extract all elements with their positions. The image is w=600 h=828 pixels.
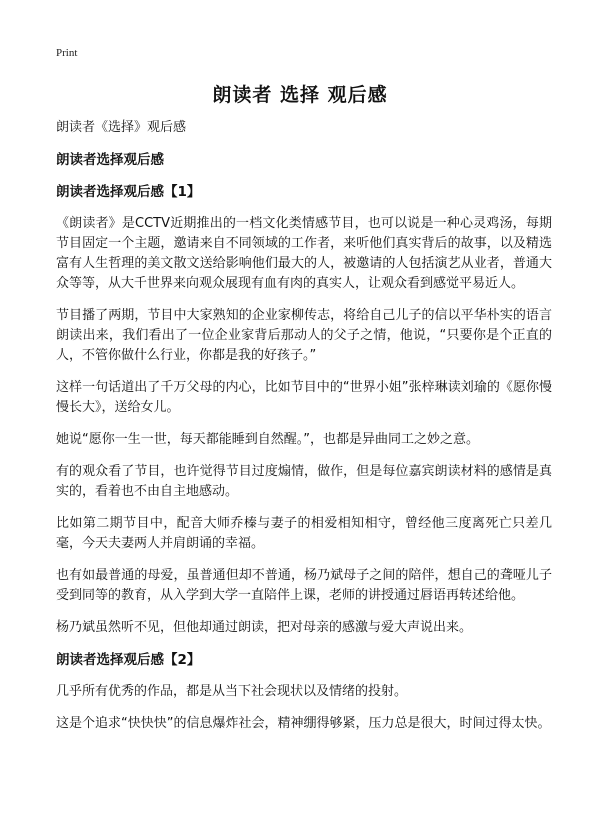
section-heading-main: 朗读者选择观后感 [56, 152, 164, 168]
document-title: 朗读者 选择 观后感 [212, 84, 388, 106]
paragraph: 有的观众看了节目，也许觉得节目过度煽情，做作，但是每位嘉宾朗读材料的感情是真实的，看着也不由自主地感动。 [56, 464, 552, 499]
paragraph: 这样一句话道出了千万父母的内心，比如节目中的“世界小姐”张梓琳读刘瑜的《愿你慢慢长大》，送给女儿。 [56, 380, 552, 415]
section-heading-1: 朗读者选择观后感【1】 [56, 184, 201, 200]
paragraph: 节目播了两期，节目中大家熟知的企业家柳传志，将给自己儿子的信以平华朴实的语言朗读出来，我们看出了一位企业家背后那动人的父子之情，他说，“只要你是个正直的人，不管你做什么行业，你都是我的好孩子。” [56, 308, 552, 363]
document-subtitle: 朗读者《选择》观后感 [56, 120, 187, 135]
paragraph: 也有如最普通的母爱，虽普通但却不普通，杨乃斌母子之间的陪伴，想自己的聋哑儿子受到同等的教育，从入学到大学一直陪伴上课，老师的讲授通过唇语再转述给他。 [56, 568, 552, 603]
document-body [56, 118, 552, 746]
paragraph: 杨乃斌虽然听不见，但他却通过朗读，把对母亲的感激与爱大声说出来。 [56, 620, 473, 635]
paragraph: 几乎所有优秀的作品，都是从当下社会现状以及情绪的投射。 [56, 684, 408, 699]
paragraph: 她说“愿你一生一世，每天都能睡到自然醒。”，也都是异曲同工之妙之意。 [56, 432, 479, 447]
paragraph: 比如第二期节目中，配音大师乔榛与妻子的相爱相知相守，曾经他三度离死亡只差几毫，今天夫妻两人并肩朗诵的幸福。 [56, 516, 552, 551]
paragraph: 这是个追求“快快快”的信息爆炸社会，精神绷得够紧，压力总是很大，时间过得太快。 [56, 716, 551, 731]
paragraph: 《朗读者》是CCTV近期推出的一档文化类情感节目，也可以说是一种心灵鸡汤，每期节目固定一个主题，邀请来自不同领域的工作者，来听他们真实背后的故事，以及精选富有人生哲理的美文散文送给影响他们最大的人，被邀请的人包括演艺从业者，普通大众等等，从大千世界来向观众展现有血有肉的真实人，让观众看到感觉平易近人。 [56, 216, 552, 291]
print-link[interactable]: Print [56, 47, 78, 59]
section-heading-2: 朗读者选择观后感【2】 [56, 652, 201, 668]
